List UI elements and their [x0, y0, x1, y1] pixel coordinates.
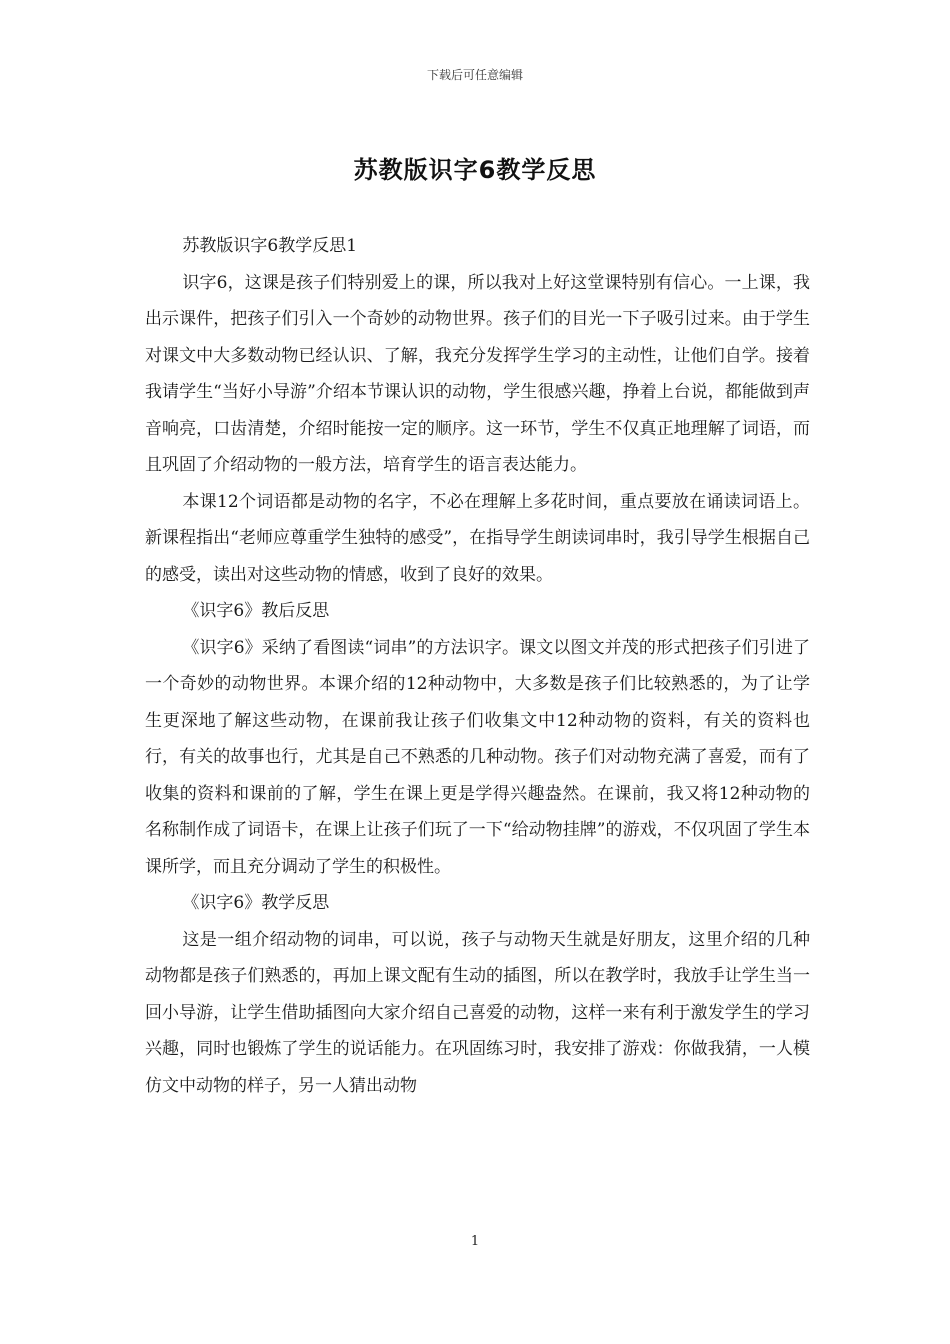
paragraph: 本课12个词语都是动物的名字，不必在理解上多花时间，重点要放在诵读词语上。新课程指出“老师应尊重学生独特的感受”，在指导学生朗读词串时，我引导学生根据自己的感受，读出对这些动物的情感，收到了良好的效果。 — [145, 491, 810, 585]
section-heading: 《识字6》教后反思 — [182, 601, 330, 621]
header-note: 下载后可任意编辑 — [426, 68, 523, 82]
paragraph: 《识字6》采纳了看图读“词串”的方法识字。课文以图文并茂的形式把孩子们引进了一个奇妙的动物世界。本课介绍的12种动物中，大多数是孩子们比较熟悉的，为了让学生更深地了解这些动物，在课前我让孩子们收集文中12种动物的资料，有关的资料也行，有关的故事也行，尤其是自己不熟悉的几种动物。孩子们对动物充满了喜爱，而有了收集的资料和课前的了解，学生在课上更是学得兴趣盎然。在课前，我又将12种动物的名称制作成了词语卡，在课上让孩子们玩了一下“给动物挂牌”的游戏，不仅巩固了学生本课所学，而且充分调动了学生的积极性。 — [145, 637, 810, 877]
document-body — [145, 228, 810, 1104]
paragraph: 这是一组介绍动物的词串，可以说，孩子与动物天生就是好朋友，这里介绍的几种动物都是孩子们熟悉的，再加上课文配有生动的插图，所以在教学时，我放手让学生当一回小导游，让学生借助插图向大家介绍自己喜爱的动物，这样一来有利于激发学生的学习兴趣，同时也锻炼了学生的说话能力。在巩固练习时，我安排了游戏：你做我猜，一人模仿文中动物的样子，另一人猜出动物 — [145, 929, 810, 1096]
paragraph: 识字6，这课是孩子们特别爱上的课，所以我对上好这堂课特别有信心。一上课，我出示课件，把孩子们引入一个奇妙的动物世界。孩子们的目光一下子吸引过来。由于学生对课文中大多数动物已经认识、了解，我充分发挥学生学习的主动性，让他们自学。接着我请学生“当好小导游”介绍本节课认识的动物，学生很感兴趣，挣着上台说，都能做到声音响亮，口齿清楚，介绍时能按一定的顺序。这一环节，学生不仅真正地理解了词语，而且巩固了介绍动物的一般方法，培育学生的语言表达能力。 — [145, 272, 810, 475]
document-title: 苏教版识字6教学反思 — [353, 156, 597, 184]
section-heading: 《识字6》教学反思 — [182, 893, 330, 913]
page-number: 1 — [470, 1234, 480, 1249]
section-heading: 苏教版识字6教学反思1 — [182, 236, 358, 256]
